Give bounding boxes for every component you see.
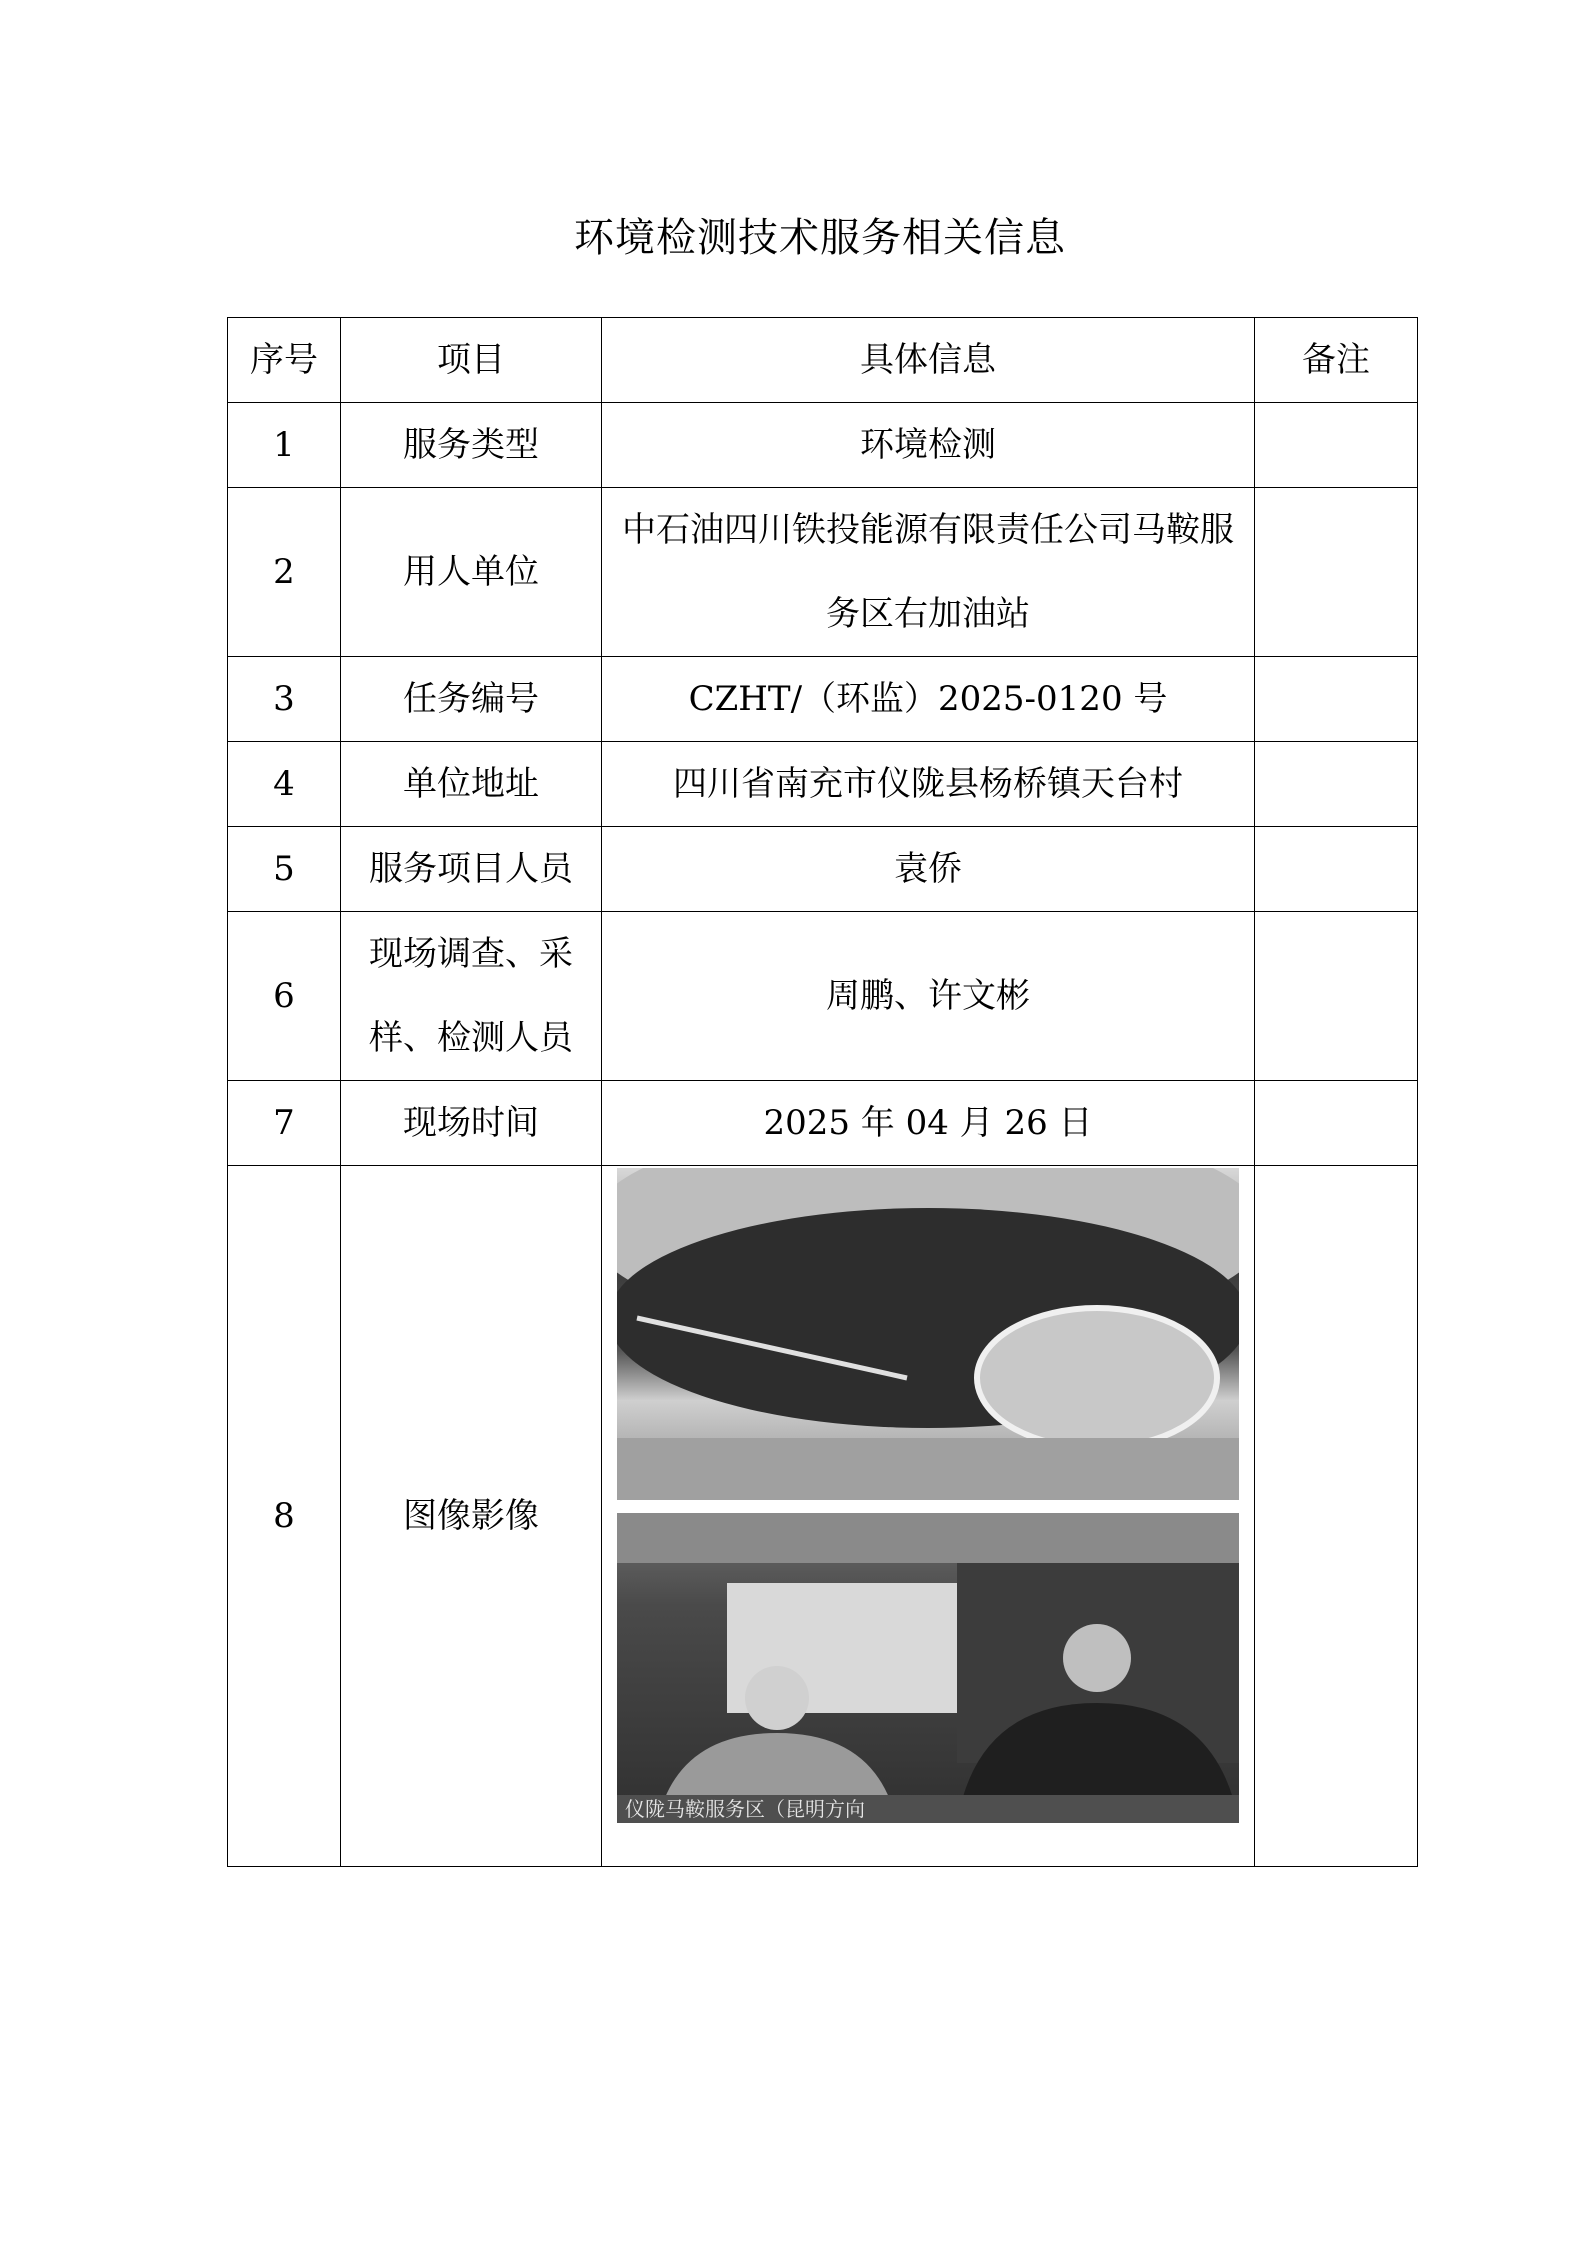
table-row [228, 1166, 1418, 1867]
row-info: 周鹏、许文彬 [602, 912, 1255, 1081]
table-row [228, 912, 1418, 1081]
row-number: 2 [228, 488, 341, 657]
tank-photo-drawing [617, 1168, 1239, 1500]
person-right-head [1063, 1624, 1131, 1692]
ground-surface [617, 1438, 1239, 1500]
row-number: 1 [228, 403, 341, 488]
page-title: 环境检测技术服务相关信息 [574, 215, 1066, 261]
row-info: 袁侨 [602, 827, 1255, 912]
header-cell: 序号 [228, 318, 341, 403]
row-info: CZHT/（环监）2025-0120 号 [602, 657, 1255, 742]
row-remark [1255, 742, 1418, 827]
row-item: 现场时间 [341, 1081, 602, 1166]
staff-photo [617, 1513, 1239, 1823]
row-item: 现场调查、采样、检测人员 [341, 912, 602, 1081]
building-top [617, 1513, 1239, 1563]
person-left-head [745, 1666, 809, 1730]
row-number: 4 [228, 742, 341, 827]
table-row [228, 488, 1418, 657]
row-remark [1255, 488, 1418, 657]
photo-caption: 仪陇马鞍服务区（昆明方向 [625, 1797, 865, 1821]
pipe-opening [977, 1308, 1217, 1448]
row-item: 服务类型 [341, 403, 602, 488]
row-number: 5 [228, 827, 341, 912]
info-table [227, 317, 1418, 1867]
table-row [228, 1081, 1418, 1166]
row-info: 环境检测 [602, 403, 1255, 488]
row-item: 单位地址 [341, 742, 602, 827]
row-remark [1255, 912, 1418, 1081]
row-number: 8 [228, 1166, 341, 1867]
table-row [228, 403, 1418, 488]
row-info: 2025 年 04 月 26 日 [602, 1081, 1255, 1166]
table-row [228, 742, 1418, 827]
tank-opening-photo [617, 1168, 1239, 1500]
header-cell: 具体信息 [602, 318, 1255, 403]
row-remark [1255, 657, 1418, 742]
row-item: 任务编号 [341, 657, 602, 742]
row-remark [1255, 1166, 1418, 1867]
table-header-row [228, 318, 1418, 403]
row-number: 7 [228, 1081, 341, 1166]
header-cell: 备注 [1255, 318, 1418, 403]
row-info: 四川省南充市仪陇县杨桥镇天台村 [602, 742, 1255, 827]
row-info: 中石油四川铁投能源有限责任公司马鞍服务区右加油站 [602, 488, 1255, 657]
row-item: 用人单位 [341, 488, 602, 657]
photo-cell [602, 1166, 1255, 1867]
table-row [228, 657, 1418, 742]
row-remark [1255, 403, 1418, 488]
row-remark [1255, 1081, 1418, 1166]
staff-photo-drawing [617, 1513, 1239, 1823]
row-number: 6 [228, 912, 341, 1081]
header-cell: 项目 [341, 318, 602, 403]
row-number: 3 [228, 657, 341, 742]
row-remark [1255, 827, 1418, 912]
row-item: 图像影像 [341, 1166, 602, 1867]
table-row [228, 827, 1418, 912]
row-item: 服务项目人员 [341, 827, 602, 912]
